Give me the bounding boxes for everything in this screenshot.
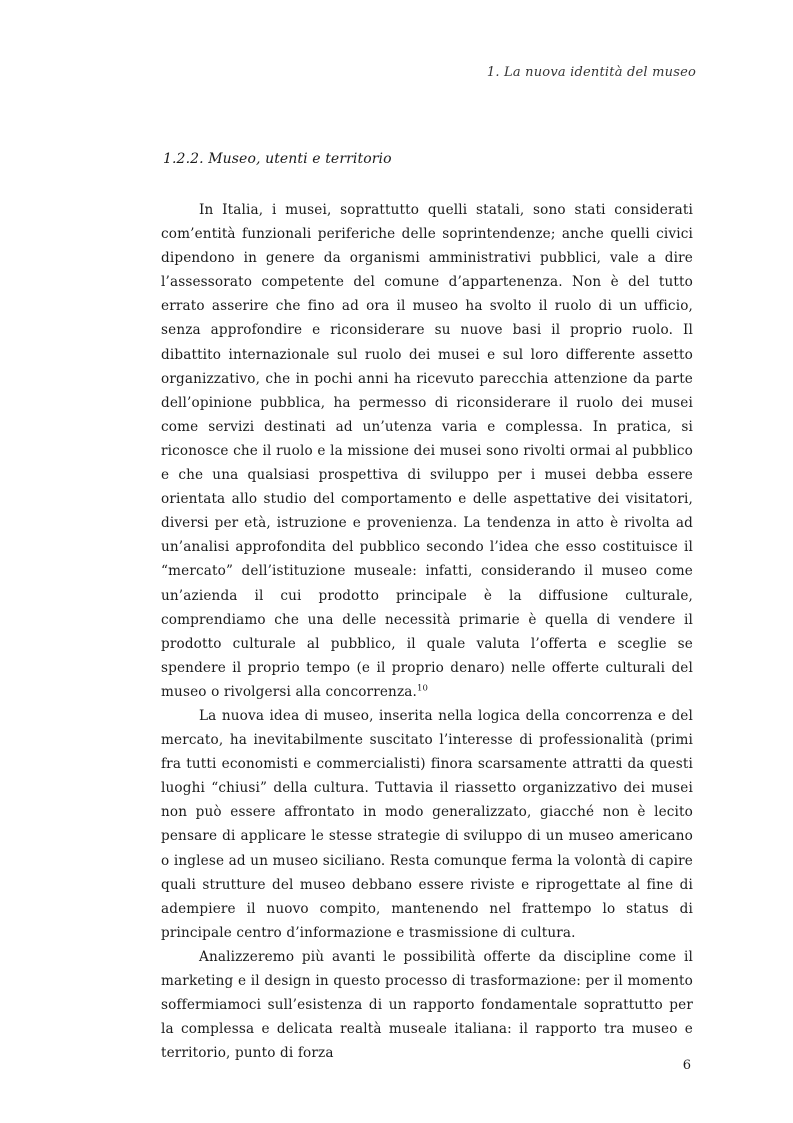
section-title: 1.2.2. Museo, utenti e territorio [163, 151, 392, 167]
paragraph-1-text: In Italia, i musei, soprattutto quelli statali, sono stati considerati com’entità funzionali periferiche delle soprintendenze; anche quelli civici dipendono in genere da organismi amministrativi pubblici, vale a dire l’assessorato competente del comune d’appartenenza. Non è del tutto errato asserire che fino ad ora il museo ha svolto il ruolo di un ufficio, senza approfondire e riconsiderare su nuove basi il proprio ruolo. Il dibattito internazionale sul ruolo dei musei e sul loro differente assetto organizzativo, che in pochi anni ha ricevuto parecchia attenzione da parte dell’opinione pubblica, ha permesso di riconsiderare il ruolo dei musei come servizi destinati ad un’utenza varia e complessa. In pratica, si riconosce che il ruolo e la missione dei musei sono rivolti ormai al pubblico e che una qualsiasi prospettiva di sviluppo per i musei debba essere orientata allo studio del comportamento e delle aspettative dei visitatori, diversi per età, istruzione e provenienza. La tendenza in atto è rivolta ad un’analisi approfondita del pubblico secondo l’idea che esso costituisce il “mercato” dell’istituzione museale: infatti, considerando il museo come un’azienda il cui prodotto principale è la diffusione culturale, comprendiamo che una delle necessità primarie è quella di vendere il prodotto culturale al pubblico, il quale valuta l’offerta e sceglie se spendere il proprio tempo (e il proprio denaro) nelle offerte culturali del museo o rivolgersi alla concorrenza. [161, 202, 693, 700]
paragraph-2-text: La nuova idea di museo, inserita nella logica della concorrenza e del mercato, ha inevitabilmente suscitato l’interesse di professionalità (primi fra tutti economisti e commercialisti) finora scarsamente attratti da questi luoghi “chiusi” della cultura. Tuttavia il riassetto organizzativo dei musei non può essere affrontato in modo generalizzato, giacché non è lecito pensare di applicare le stesse strategie di sviluppo di un museo americano o inglese ad un museo siciliano. Resta comunque ferma la volontà di capire quali strutture del museo debbano essere riviste e riprogettate al fine di adempiere il nuovo compito, mantenendo nel frattempo lo status di principale centro d’informazione e trasmissione di cultura. [161, 707, 693, 941]
paragraph-3 [161, 945, 693, 1065]
footnote-reference[interactable]: 10 [416, 683, 429, 694]
page-number: 6 [682, 1058, 691, 1073]
body-text [161, 198, 693, 1065]
running-header: 1. La nuova identità del museo [486, 65, 696, 80]
paragraph-2 [161, 704, 693, 945]
paragraph-1 [161, 198, 693, 704]
paragraph-3-text: Analizzeremo più avanti le possibilità offerte da discipline come il marketing e il design in questo processo di trasformazione: per il momento soffermiamoci sull’esistenza di un rapporto fondamentale soprattutto per la complessa e delicata realtà museale italiana: il rapporto tra museo e territorio, punto di forza [161, 948, 693, 1062]
